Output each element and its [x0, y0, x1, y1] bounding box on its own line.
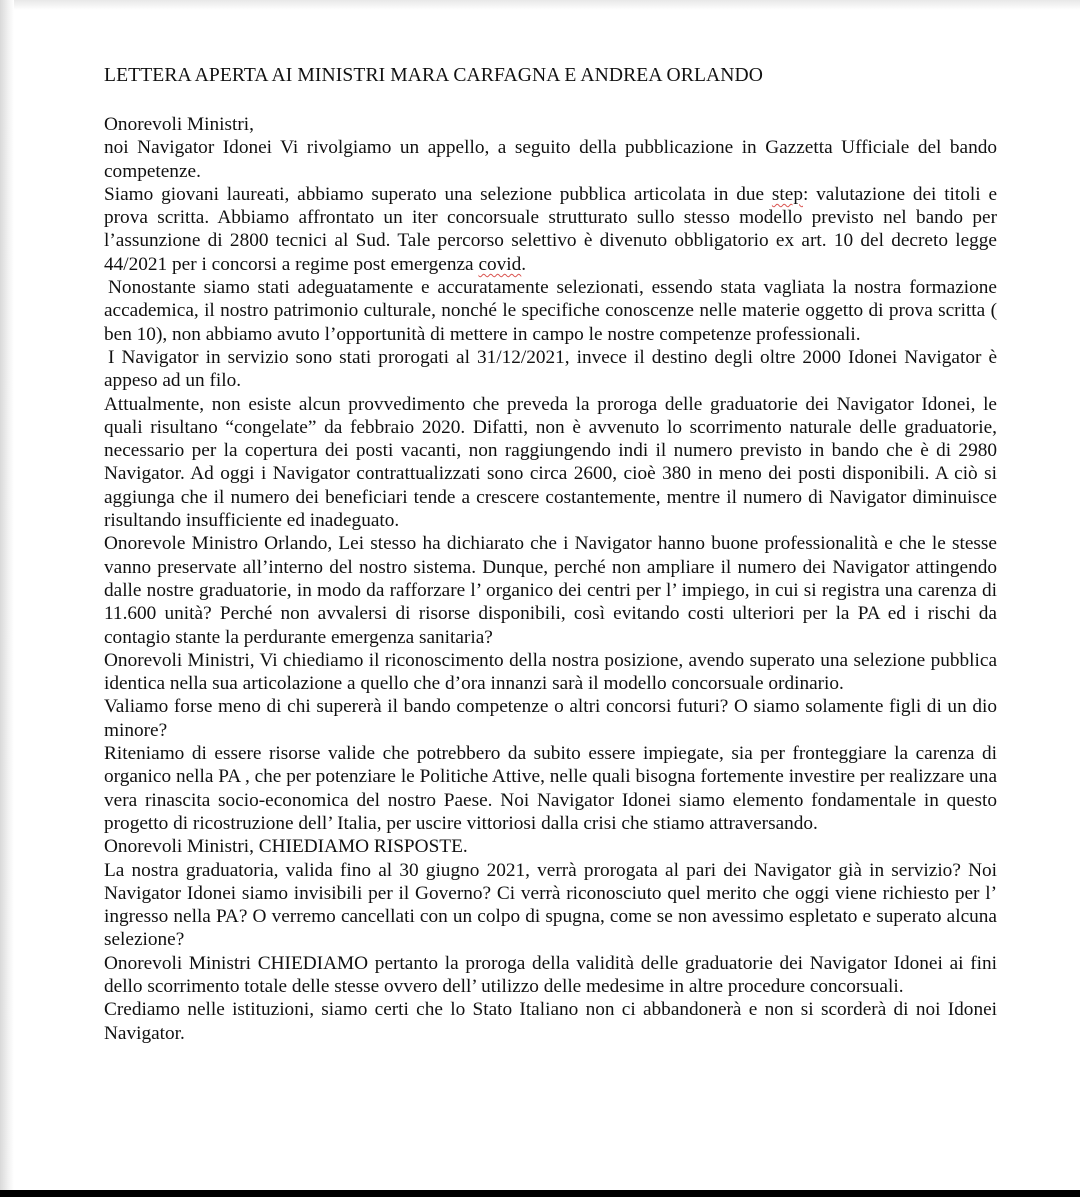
paragraph-resources: Riteniamo di essere risorse valide che potrebbero da subito essere impiegate, sia per fronteggiare la carenza di organico nella PA , che per potenziare le Politiche Attive, nelle quali bisogna fortemente investire per realizzare una vera rinascita socio-economica del nostro Paese. Noi Navigator Idonei siamo elemento fondamentale in questo progetto di ricostruzione dell’ Italia, per uscire vittoriosi dalla crisi che stiamo attraversando.: [104, 743, 997, 834]
paragraph-selection: [104, 183, 997, 276]
letter-greeting: Onorevoli Ministri,: [104, 114, 254, 135]
letter-title: LETTERA APERTA AI MINISTRI MARA CARFAGNA E ANDREA ORLANDO: [104, 65, 764, 86]
paragraph-competences: Nonostante siamo stati adeguatamente e accuratamente selezionati, essendo stata vagliata la nostra formazione accademica, il nostro patrimonio culturale, nonché le specifiche conoscenze nelle materie oggetto di prova scritta ( ben 10), non abbiamo avuto l’opportunità di mettere in campo le nostre competenze professionali.: [104, 277, 997, 345]
paragraph-recognition: Onorevoli Ministri, Vi chiediamo il riconoscimento della nostra posizione, avendo superato una selezione pubblica identica nella sua articolazione a quello che d’ora innanzi sarà il modello concorsuale ordinario.: [104, 649, 997, 695]
bottom-black-bar: [0, 1190, 1080, 1197]
paragraph-appeal: noi Navigator Idonei Vi rivolgiamo un appello, a seguito della pubblicazione in Gazzetta Ufficiale del bando competenze.: [104, 137, 997, 182]
paragraph-extension: I Navigator in servizio sono stati prorogati al 31/12/2021, invece il destino degli oltre 2000 Idonei Navigator è appeso ad un filo.: [104, 346, 997, 392]
paragraph-minister-orlando: Onorevole Ministro Orlando, Lei stesso ha dichiarato che i Navigator hanno buone professionalità e che le stesse vanno preservate all’interno del nostro sistema. Dunque, perché non ampliare il numero dei Navigator attingendo dalle nostre graduatorie, in modo da rafforzare l’ organico dei centri per l’ impiego, in cui si registra una carenza di 11.600 unità? Perché non avvalersi di risorse disponibili, così evitando costi ulteriori per la PA ed i rischi da contagio stante la perdurante emergenza sanitaria?: [104, 533, 997, 648]
paragraph-selection-text-c: : valutazione dei titoli e prova scritta. Abbiamo affrontato un iter concorsuale strutturato sullo stesso modello previsto nel bando per l’assunzione di 2800 tecnici al Sud. Tale percorso selettivo è divenuto obbligatorio ex art. 10 del decreto legge 44/2021 per i concorsi a regime post emergenza: [104, 183, 997, 275]
paragraph-closing: Crediamo nelle istituzioni, siamo certi che lo Stato Italiano non ci abbandonerà e non si scorderà di noi Idonei Navigator.: [104, 999, 997, 1044]
paragraph-selection-text-a: Siamo giovani laureati, abbiamo superato una selezione pubblica articolata in due: [104, 183, 772, 205]
spellcheck-word-covid: covid: [478, 253, 522, 275]
letter-body: [104, 64, 997, 1045]
top-edge-shadow: [0, 0, 1080, 10]
paragraph-selection-text-e: .: [521, 253, 527, 275]
paragraph-graduatoria: La nostra graduatoria, valida fino al 30 giugno 2021, verrà prorogata al pari dei Navigator già in servizio? Noi Navigator Idonei siamo invisibili per il Governo? Ci verrà riconosciuto quel merito che oggi viene richiesto per l’ ingresso nella PA? O verremo cancellati con un colpo di spugna, come se non avessimo espletato e superato alcuna selezione?: [104, 859, 997, 951]
spellcheck-word-step: step: [771, 183, 803, 205]
paragraph-demand: Onorevoli Ministri, CHIEDIAMO RISPOSTE.: [104, 836, 468, 858]
paragraph-rankings: Attualmente, non esiste alcun provvedimento che preveda la proroga delle graduatorie dei Navigator Idonei, le quali risultano “congelate” da febbraio 2020. Difatti, non è avvenuto lo scorrimento naturale delle graduatorie, necessario per la copertura dei posti vacanti, non raggiungendo indi il numero previsto in bando che è di 2980 Navigator. Ad oggi i Navigator contrattualizzati sono circa 2600, cioè 380 in meno dei posti disponibili. A ciò si aggiunga che il numero dei beneficiari tende a crescere costantemente, mentre il numero di Navigator diminuisce risultando insufficiente ed inadeguato.: [104, 393, 997, 532]
left-edge-shadow: [0, 0, 14, 1190]
paragraph-request: Onorevoli Ministri CHIEDIAMO pertanto la proroga della validità delle graduatorie dei Navigator Idonei ai fini dello scorrimento totale delle stesse ovvero dell’ utilizzo delle medesime in altre procedure concorsuali.: [104, 952, 997, 997]
paragraph-question: Valiamo forse meno di chi supererà il bando competenze o altri concorsi futuri? O siamo solamente figli di un dio minore?: [104, 696, 997, 741]
